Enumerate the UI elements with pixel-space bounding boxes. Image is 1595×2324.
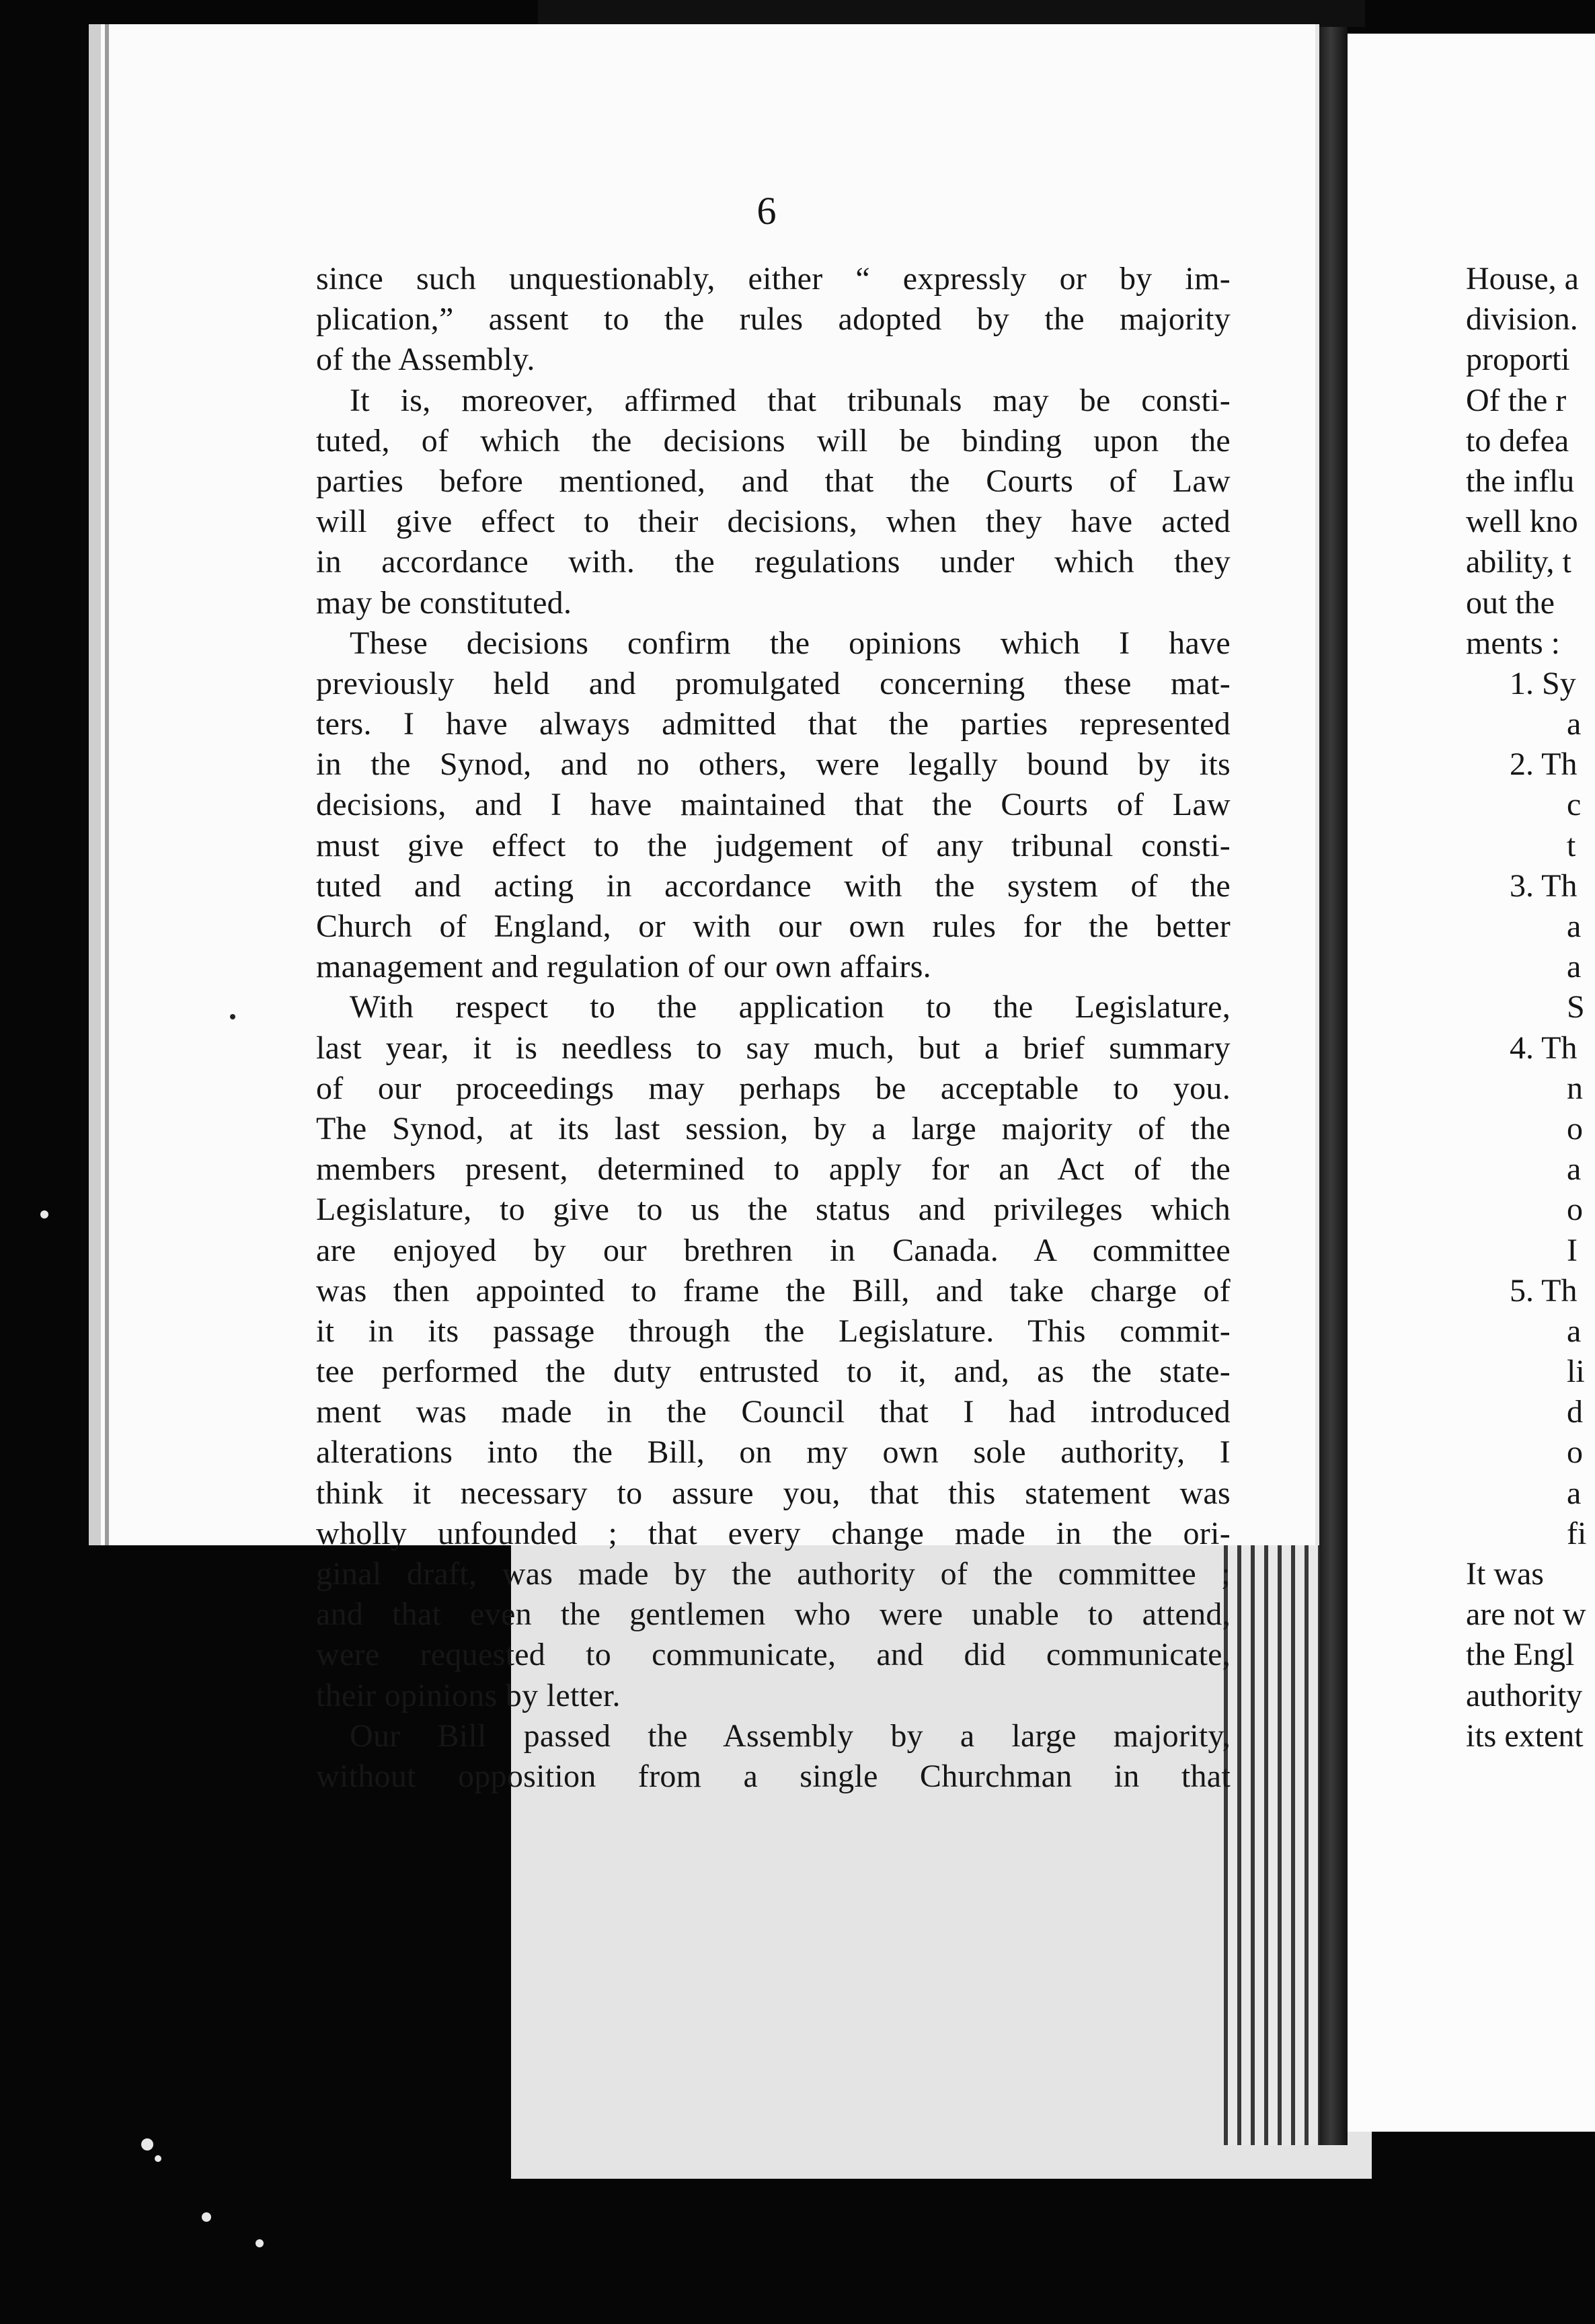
text-line: Legislature, to give to us the status and privileges which (316, 1192, 1231, 1228)
text-line: their opinions by letter. (316, 1677, 621, 1713)
dust-speck (40, 1210, 48, 1218)
text-line: o (1567, 1110, 1583, 1147)
text-line: must give effect to the judgement of any tribunal consti- (316, 827, 1231, 863)
text-line: think it necessary to assure you, that this statement was (316, 1475, 1231, 1511)
text-line: its extent (1466, 1717, 1584, 1754)
text-line: well kno (1466, 504, 1578, 540)
text-line: a (1567, 908, 1582, 944)
text-line: I (1567, 1232, 1578, 1268)
text-line: tuted, of which the decisions will be binding upon the (316, 422, 1231, 459)
text-line: 2. Th (1510, 746, 1578, 783)
text-line: ters. I have always admitted that the parties represented (316, 706, 1231, 742)
text-line: o (1567, 1192, 1583, 1228)
text-line: House, a (1466, 261, 1579, 297)
text-line: ginal draft, was made by the authority of the committee ; (316, 1556, 1231, 1592)
text-line: since such unquestionably, either “ expressly or by im- (316, 261, 1231, 297)
text-line: t (1567, 827, 1576, 863)
text-line: li (1567, 1354, 1585, 1390)
text-line: ments : (1466, 625, 1560, 661)
text-line: It is, moreover, affirmed that tribunals may be consti- (350, 382, 1231, 418)
text-line: was then appointed to frame the Bill, and take charge of (316, 1272, 1231, 1309)
text-line: wholly unfounded ; that every change made in the ori- (316, 1515, 1231, 1551)
text-line: the influ (1466, 463, 1575, 499)
text-line: and that even the gentlemen who were unable to attend, (316, 1596, 1231, 1633)
text-line: proporti (1466, 342, 1570, 378)
text-line: will give effect to their decisions, when they have acted (316, 504, 1231, 540)
text-line: o (1567, 1434, 1583, 1471)
text-line: Church of England, or with our own rules for the better (316, 908, 1231, 944)
dust-speck (155, 2155, 161, 2162)
text-line: With respect to the application to the Legislature, (350, 989, 1231, 1025)
text-line: It was (1466, 1556, 1544, 1592)
dust-speck (202, 2212, 211, 2222)
text-line: without opposition from a single Churchman in that (316, 1758, 1231, 1794)
text-line: 1. Sy (1510, 665, 1576, 701)
text-line: may be constituted. (316, 584, 572, 621)
text-line: a (1567, 1151, 1582, 1188)
book-gutter (1319, 27, 1348, 2145)
text-line: a (1567, 706, 1582, 742)
text-line: 5. Th (1510, 1272, 1578, 1309)
text-line: are not w (1466, 1596, 1586, 1633)
text-line: last year, it is needless to say much, but a brief summary (316, 1030, 1231, 1066)
text-line: d (1567, 1394, 1583, 1430)
text-line: fi (1567, 1515, 1587, 1551)
text-line: a (1567, 949, 1582, 985)
text-line: of the Assembly. (316, 342, 535, 378)
text-line: The Synod, at its last session, by a large majority of the (316, 1110, 1231, 1147)
text-line: the Engl (1466, 1637, 1575, 1673)
text-line: previously held and promulgated concerning these mat- (316, 665, 1231, 701)
text-line: authority (1466, 1677, 1583, 1713)
text-line: division. (1466, 301, 1578, 338)
text-line: alterations into the Bill, on my own sole authority, I (316, 1434, 1231, 1471)
text-line: management and regulation of our own affairs. (316, 949, 931, 985)
ink-mark (230, 1014, 235, 1019)
text-line: c (1567, 787, 1582, 823)
text-line: decisions, and I have maintained that the Courts of Law (316, 787, 1231, 823)
text-line: n (1567, 1070, 1583, 1106)
text-line: These decisions confirm the opinions which I have (350, 625, 1231, 661)
text-line: plication,” assent to the rules adopted by the majority (316, 301, 1231, 338)
back-page-edge-top (538, 0, 1365, 27)
text-line: are enjoyed by our brethren in Canada. A committee (316, 1232, 1231, 1268)
dust-speck (141, 2138, 153, 2151)
text-line: tuted and acting in accordance with the system of the (316, 867, 1231, 904)
text-line: ment was made in the Council that I had introduced (316, 1394, 1231, 1430)
text-line: 3. Th (1510, 867, 1578, 904)
text-line: it in its passage through the Legislature. This commit- (316, 1313, 1231, 1349)
text-line: to defea (1466, 422, 1569, 459)
text-line: a (1567, 1475, 1582, 1511)
text-line: ability, t (1466, 544, 1571, 580)
text-line: 4. Th (1510, 1030, 1578, 1066)
text-line: of our proceedings may perhaps be acceptable to you. (316, 1070, 1231, 1106)
text-line: in accordance with. the regulations under which they (316, 544, 1231, 580)
text-line: out the (1466, 584, 1555, 621)
text-line: parties before mentioned, and that the Courts of Law (316, 463, 1231, 499)
text-line: Our Bill passed the Assembly by a large majority, (350, 1717, 1231, 1754)
text-line: members present, determined to apply for an Act of the (316, 1151, 1231, 1188)
text-line: a (1567, 1313, 1582, 1349)
text-line: Of the r (1466, 382, 1567, 418)
right-page-text (1466, 259, 1595, 1756)
text-line: tee performed the duty entrusted to it, and, as the state- (316, 1354, 1231, 1390)
dust-speck (256, 2239, 264, 2247)
text-line: in the Synod, and no others, were legally bound by its (316, 746, 1231, 783)
left-page-text (316, 259, 1231, 1797)
page-number: 6 (756, 189, 777, 233)
text-line: S (1567, 989, 1585, 1025)
text-line: were requested to communicate, and did communicate, (316, 1637, 1231, 1673)
